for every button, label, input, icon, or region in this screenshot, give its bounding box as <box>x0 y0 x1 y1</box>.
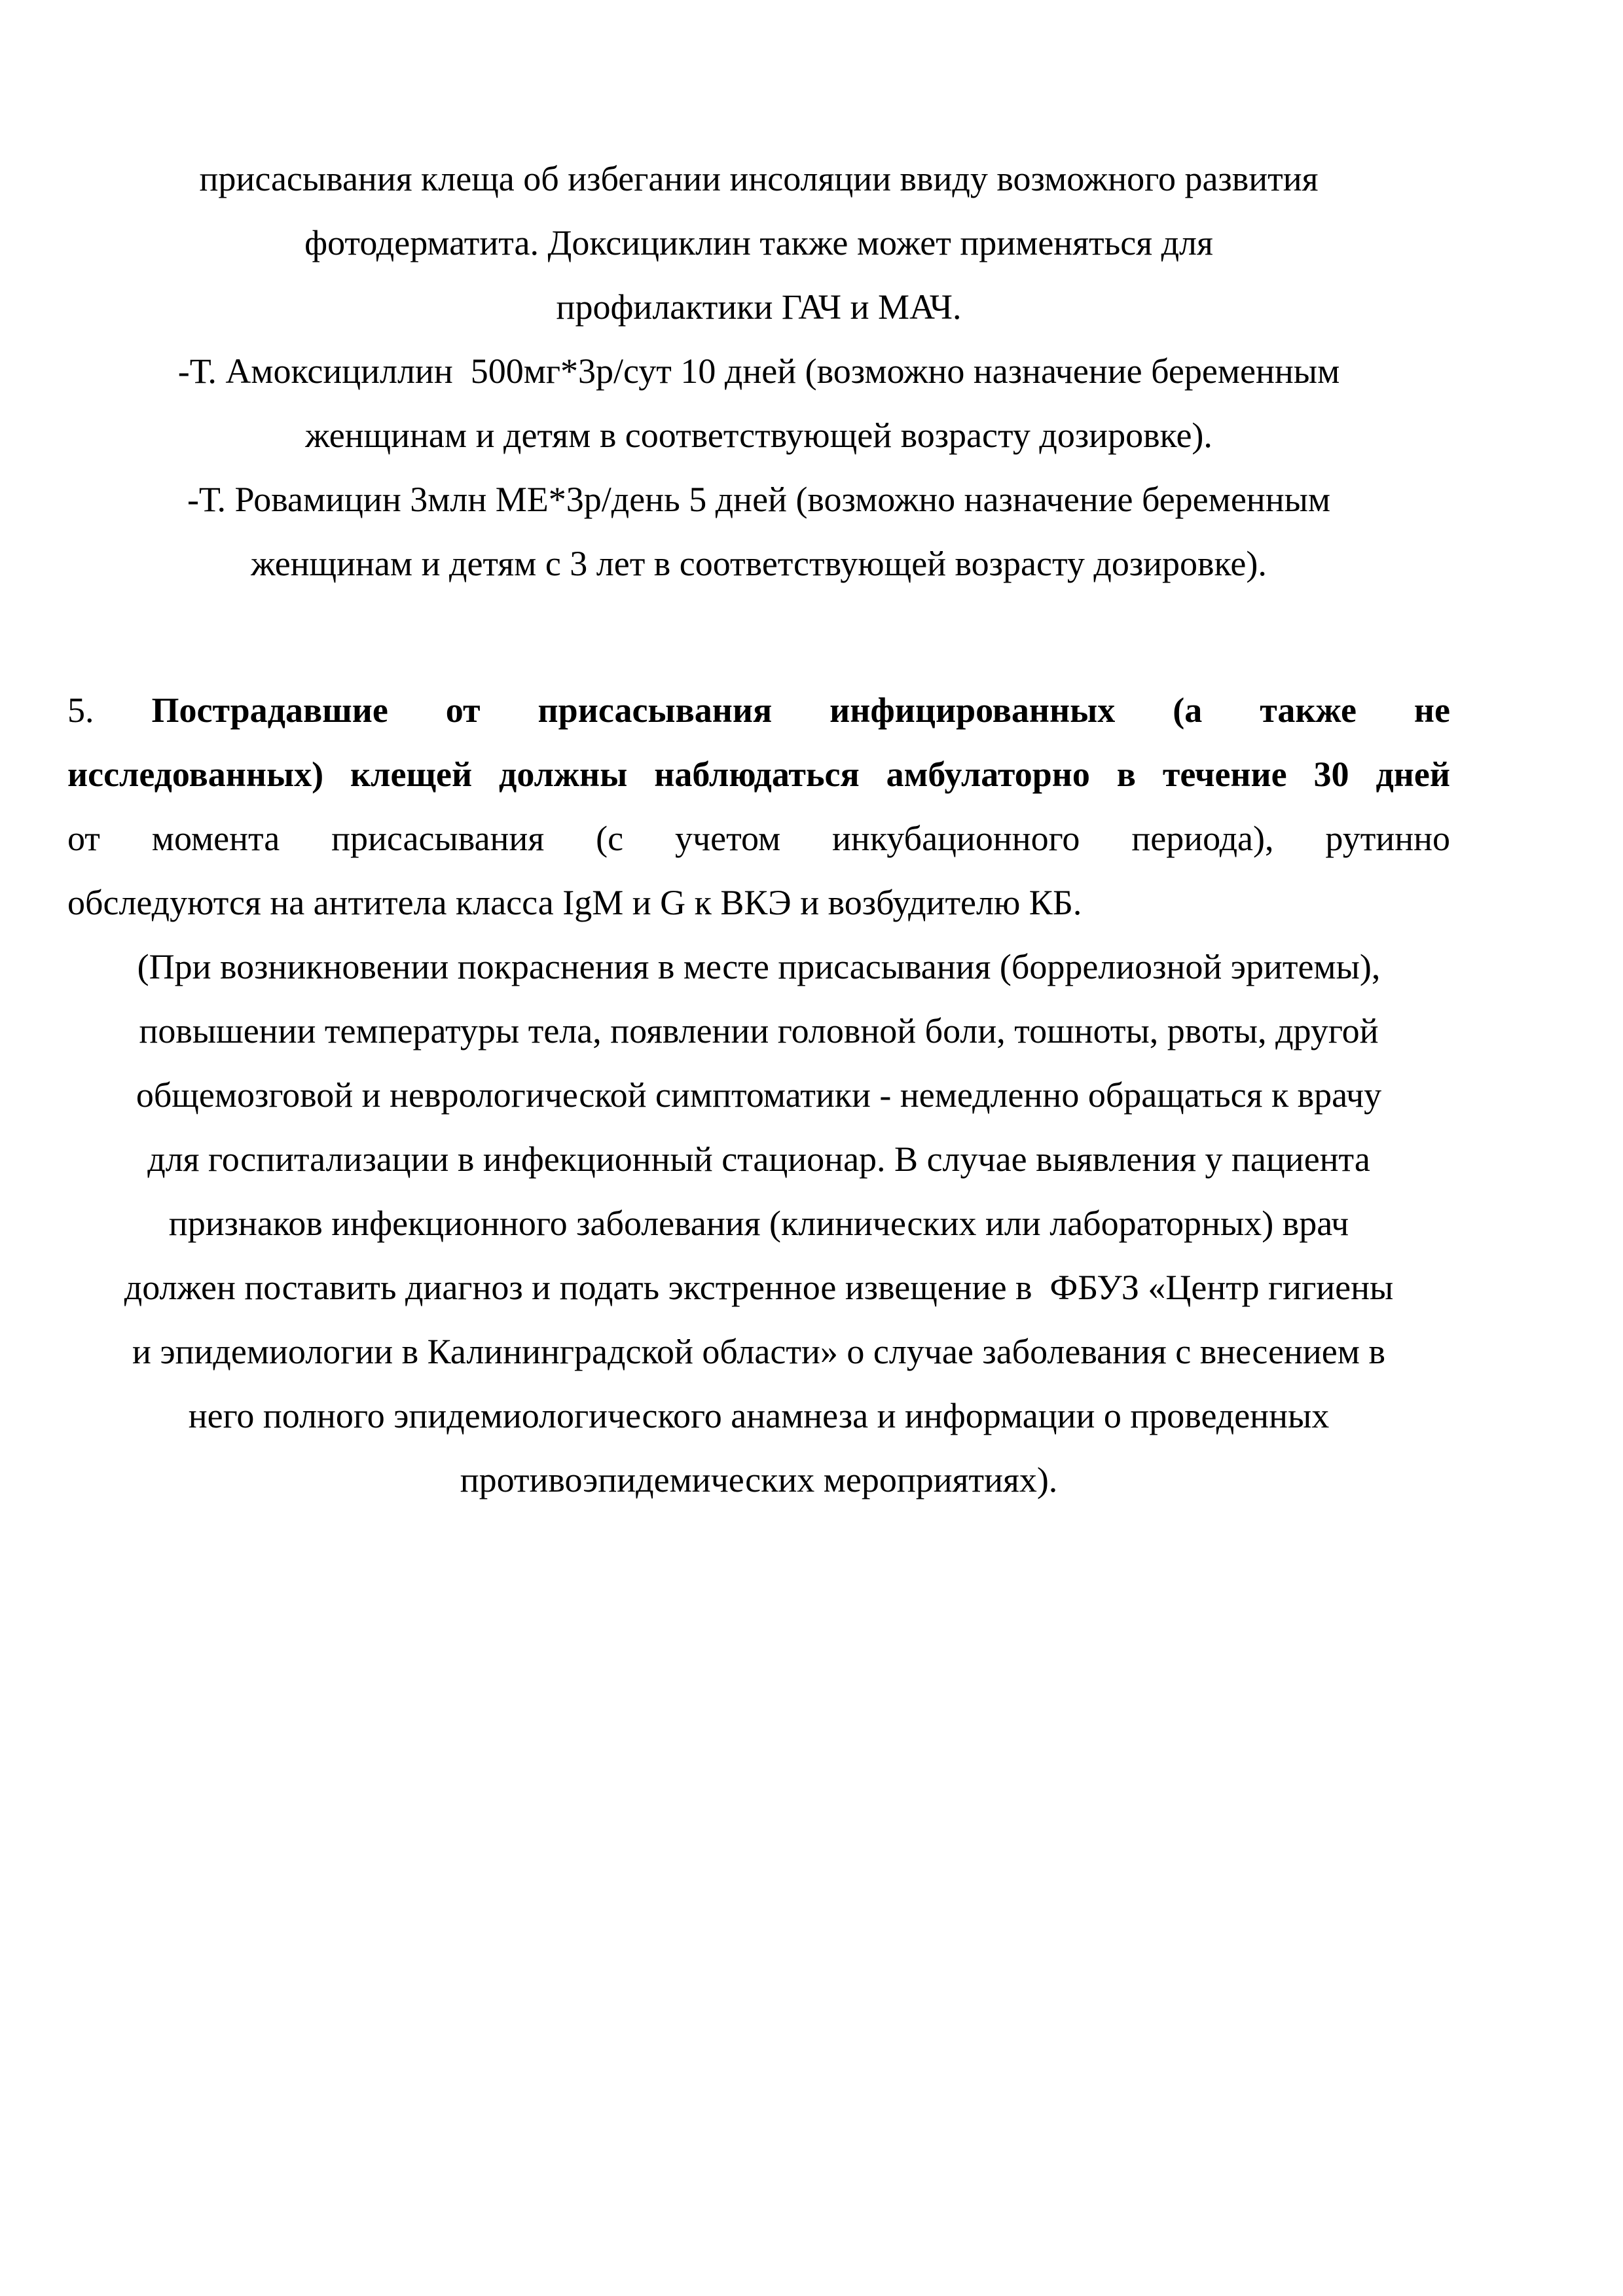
text-line: фотодерматита. Доксициклин также может применяться для <box>304 223 1213 262</box>
text-line: общемозговой и неврологической симптоматики - немедленно обращаться к врачу <box>136 1075 1382 1115</box>
text-line: женщинам и детям в соответствующей возрасту дозировке). <box>305 416 1213 455</box>
text-line: от момента присасывания (с учетом инкубационного периода), рутинно <box>67 819 1450 858</box>
paragraph-amoxicillin <box>67 339 1450 467</box>
text-line: обследуются на антитела класса IgM и G к ВКЭ и возбудителю КБ. <box>67 883 1082 922</box>
text-line: признаков инфекционного заболевания (клинических или лабораторных) врач <box>168 1204 1349 1243</box>
item5-bold-text: Пострадавшие от присасывания инфицированных (а также не <box>151 691 1450 730</box>
text-line: женщинам и детям с 3 лет в соответствующей возрасту дозировке). <box>251 544 1267 583</box>
text-line: -Т. Ровамицин 3млн МЕ*3р/день 5 дней (возможно назначение беременным <box>187 480 1331 519</box>
paragraph-note <box>67 935 1450 1512</box>
paragraph-item5 <box>67 678 1450 935</box>
text-line: присасывания клеща об избегании инсоляции ввиду возможного развития <box>199 159 1319 198</box>
text-line: должен поставить диагноз и подать экстренное извещение в ФБУЗ «Центр гигиены <box>124 1268 1394 1307</box>
item-number: 5. <box>67 691 94 730</box>
text-line: и эпидемиологии в Калининградской области» о случае заболевания с внесением в <box>132 1332 1385 1371</box>
text-line: -Т. Амоксициллин 500мг*3р/сут 10 дней (возможно назначение беременным <box>177 351 1340 391</box>
text-line: (При возникновении покраснения в месте присасывания (боррелиозной эритемы), <box>137 947 1381 986</box>
text-line: него полного эпидемиологического анамнеза и информации о проведенных <box>188 1396 1330 1435</box>
text-line: противоэпидемических мероприятиях). <box>460 1460 1058 1499</box>
paragraph-doxycycline-tail <box>67 147 1450 339</box>
text-line: профилактики ГАЧ и МАЧ. <box>556 287 962 327</box>
text-line: исследованных) клещей должны наблюдаться амбулаторно в течение 30 дней <box>67 755 1450 794</box>
text-line: для госпитализации в инфекционный стационар. В случае выявления у пациента <box>147 1139 1370 1179</box>
text-line <box>67 678 1450 742</box>
page-content <box>67 147 1450 1512</box>
text-line: повышении температуры тела, появлении головной боли, тошноты, рвоты, другой <box>139 1011 1379 1050</box>
paragraph-rovamycin <box>67 467 1450 596</box>
